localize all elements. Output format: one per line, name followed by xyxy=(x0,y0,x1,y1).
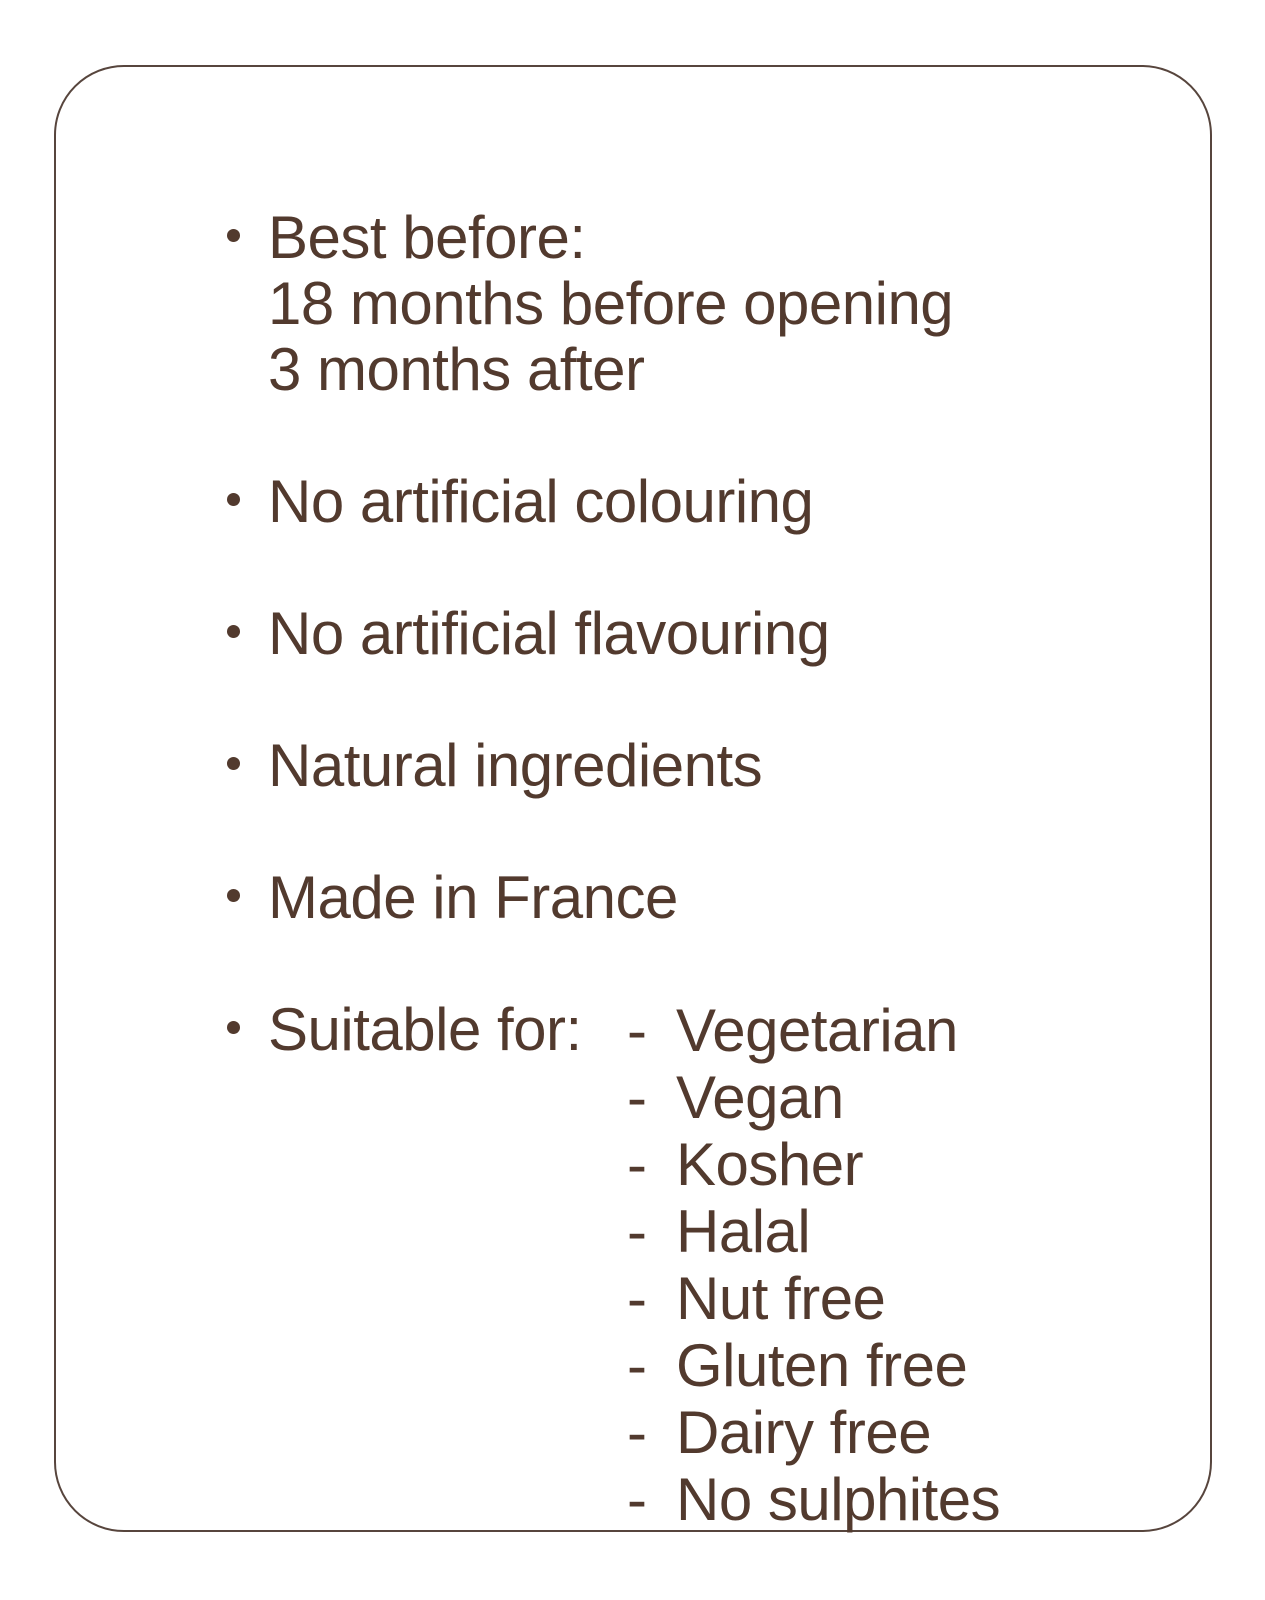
suitable-option-vegetarian xyxy=(627,997,1000,1064)
bullet-col xyxy=(227,469,268,506)
bullet-col xyxy=(227,205,268,242)
dash-mark: - xyxy=(627,1466,647,1533)
bullet-item-no-artificial-flavouring xyxy=(227,601,1000,667)
best-before-lines xyxy=(268,205,953,403)
suitable-option-label: Halal xyxy=(676,1198,811,1265)
suitable-option-label: No sulphites xyxy=(676,1466,1001,1533)
suitable-option-label: Dairy free xyxy=(676,1399,932,1466)
suitable-option-halal xyxy=(627,1198,1000,1265)
dash-mark: - xyxy=(627,1131,647,1198)
dash-mark: - xyxy=(627,997,647,1064)
suitable-option-gluten-free xyxy=(627,1332,1000,1399)
dash-mark: - xyxy=(627,1332,647,1399)
suitable-option-label: Nut free xyxy=(676,1265,886,1332)
bullet-col xyxy=(227,733,268,770)
suitable-option-label: Vegetarian xyxy=(676,997,958,1064)
bullet-icon xyxy=(227,229,240,242)
dash-mark: - xyxy=(627,1265,647,1332)
bullet-icon xyxy=(227,757,240,770)
suitable-option-vegan xyxy=(627,1064,1000,1131)
bullet-icon xyxy=(227,625,240,638)
bullet-item-natural-ingredients xyxy=(227,733,1000,799)
product-info-card xyxy=(54,65,1212,1532)
best-before-title: Best before: xyxy=(268,204,586,271)
suitable-option-label: Vegan xyxy=(676,1064,844,1131)
suitable-for-label: Suitable for: xyxy=(268,996,582,1063)
bullet-col xyxy=(227,997,268,1034)
bullet-item-best-before xyxy=(227,205,1000,403)
suitable-option-kosher xyxy=(627,1131,1000,1198)
no-artificial-flavouring-text: No artificial flavouring xyxy=(268,600,830,667)
suitable-for-list xyxy=(627,997,1000,1533)
dash-mark: - xyxy=(627,1399,647,1466)
made-in-france-text: Made in France xyxy=(268,864,678,931)
bullet-col xyxy=(227,601,268,638)
suitable-option-no-sulphites xyxy=(627,1466,1000,1533)
bullet-item-suitable-for xyxy=(227,997,1000,1533)
suitable-option-label: Gluten free xyxy=(676,1332,968,1399)
bullet-item-made-in-france xyxy=(227,865,1000,931)
dash-mark: - xyxy=(627,1198,647,1265)
bullet-icon xyxy=(227,1021,240,1034)
no-artificial-colouring-text: No artificial colouring xyxy=(268,468,814,535)
bullet-item-no-artificial-colouring xyxy=(227,469,1000,535)
best-before-line-opening: 18 months before opening xyxy=(268,270,954,337)
dash-mark: - xyxy=(627,1064,647,1131)
suitable-option-dairy-free xyxy=(627,1399,1000,1466)
bullet-col xyxy=(227,865,268,902)
label-content xyxy=(227,205,1000,1533)
natural-ingredients-text: Natural ingredients xyxy=(268,732,763,799)
bullet-icon xyxy=(227,493,240,506)
bullet-icon xyxy=(227,889,240,902)
suitable-option-label: Kosher xyxy=(676,1131,864,1198)
best-before-line-after: 3 months after xyxy=(268,336,645,403)
suitable-option-nut-free xyxy=(627,1265,1000,1332)
